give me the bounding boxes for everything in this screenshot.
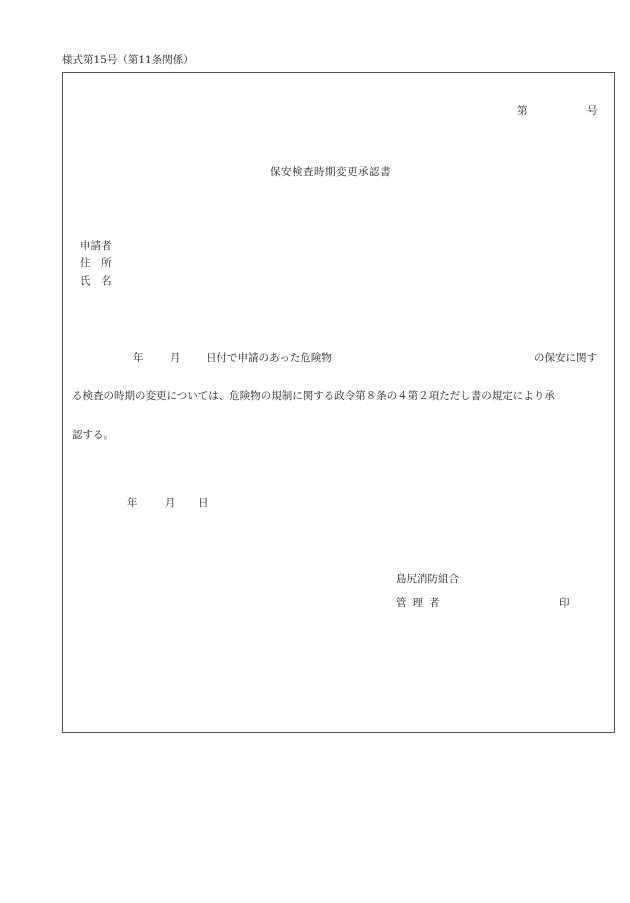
document-number-prefix: 第 (517, 105, 528, 117)
body-line1-end: の保安に関す (534, 352, 597, 364)
issuer-organization: 島尻消防組合 (396, 573, 459, 585)
applicant-address-label: 住 所 (80, 257, 112, 269)
body-line1-text: 日付で申請のあった危険物 (206, 352, 332, 364)
body-year: 年 (133, 352, 144, 364)
approval-date-day: 日 (198, 497, 209, 509)
applicant-name-label: 氏 名 (80, 275, 112, 287)
body-line2: る検査の時期の変更については、危険物の規制に関する政令第８条の４第２項ただし書の規定により承 (72, 390, 555, 402)
form-number-label: 様式第15号（第11条関係） (62, 54, 194, 66)
approval-date-year: 年 (127, 497, 138, 509)
issuer-manager-label: 管理者 (396, 597, 446, 609)
document-number-suffix: 号 (587, 105, 598, 117)
document-title: 保安検査時期変更承認書 (270, 166, 391, 178)
approval-date-month: 月 (165, 497, 176, 509)
applicant-heading: 申請者 (80, 240, 112, 252)
body-line3: 認する。 (72, 429, 114, 441)
seal-mark: 印 (559, 597, 570, 609)
body-month: 月 (170, 352, 181, 364)
